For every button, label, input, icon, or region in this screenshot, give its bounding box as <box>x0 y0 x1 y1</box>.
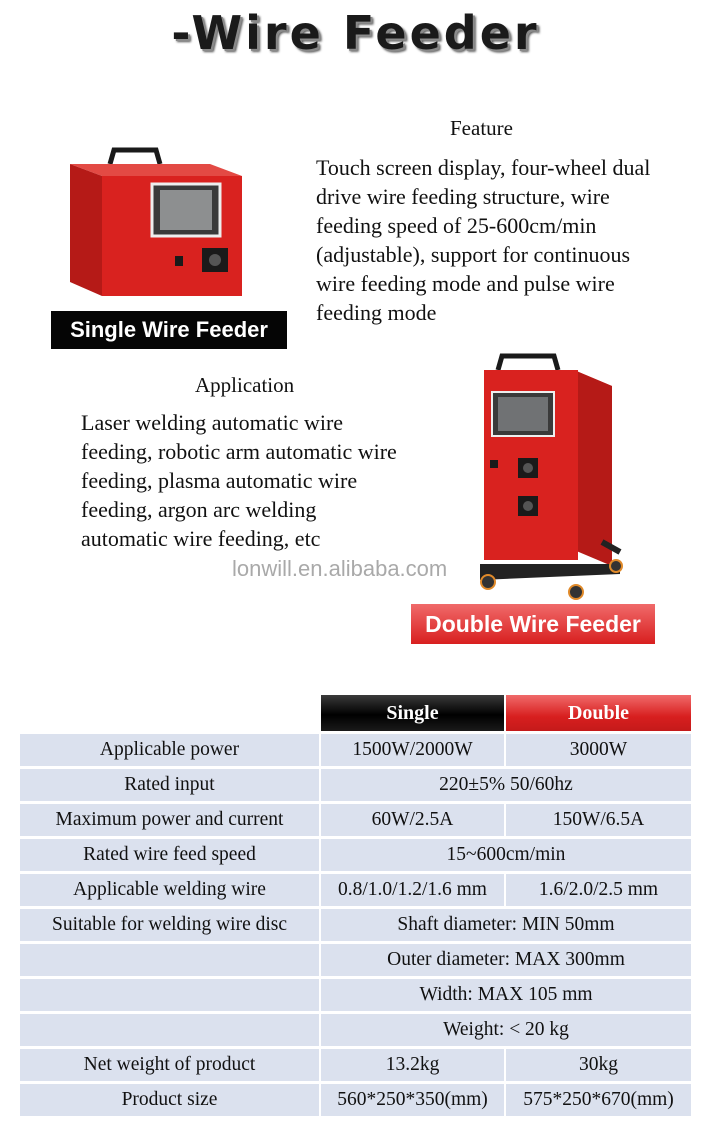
row-label: Applicable power <box>20 734 321 766</box>
single-value: 13.2kg <box>321 1049 506 1081</box>
row-label: Product size <box>20 1084 321 1116</box>
shared-value: 220±5% 50/60hz <box>321 769 691 801</box>
row-label: Net weight of product <box>20 1049 321 1081</box>
double-value: 575*250*670(mm) <box>506 1084 691 1116</box>
row-label: Rated input <box>20 769 321 801</box>
double-value: 3000W <box>506 734 691 766</box>
table-row <box>20 734 691 766</box>
table-row <box>20 839 691 871</box>
application-heading: Application <box>195 373 295 397</box>
single-wire-feeder-image <box>60 146 260 306</box>
watermark: lonwill.en.alibaba.com <box>232 556 448 581</box>
header-double: Double <box>506 695 691 731</box>
double-value: 150W/6.5A <box>506 804 691 836</box>
feature-text: Touch screen display, four-wheel dual drive wire feeding structure, wire feeding speed of 25-600cm/min (adjustable), support for continuous wire feeding mode and pulse wire feeding mode <box>316 155 651 325</box>
row-label <box>20 944 321 976</box>
row-label <box>20 1014 321 1046</box>
table-row <box>20 874 691 906</box>
table-row <box>20 909 691 941</box>
table-row <box>20 1084 691 1116</box>
shared-value: Width: MAX 105 mm <box>321 979 691 1011</box>
row-label: Rated wire feed speed <box>20 839 321 871</box>
shared-value: 15~600cm/min <box>321 839 691 871</box>
row-label: Maximum power and current <box>20 804 321 836</box>
table-row <box>20 979 691 1011</box>
single-value: 60W/2.5A <box>321 804 506 836</box>
spec-table <box>20 692 691 1119</box>
header-blank <box>20 695 321 731</box>
double-wire-feeder-image <box>470 352 630 602</box>
header-single: Single <box>321 695 506 731</box>
table-header-row <box>20 695 691 731</box>
single-value: 0.8/1.0/1.2/1.6 mm <box>321 874 506 906</box>
shared-value: Outer diameter: MAX 300mm <box>321 944 691 976</box>
single-wire-feeder-label: Single Wire Feeder <box>51 311 287 349</box>
page-title: -Wire Feeder <box>171 6 540 60</box>
table-row <box>20 804 691 836</box>
row-label: Suitable for welding wire disc <box>20 909 321 941</box>
table-row <box>20 769 691 801</box>
shared-value: Weight: < 20 kg <box>321 1014 691 1046</box>
double-wire-feeder-label: Double Wire Feeder <box>411 604 655 644</box>
shared-value: Shaft diameter: MIN 50mm <box>321 909 691 941</box>
table-row <box>20 944 691 976</box>
table-row <box>20 1014 691 1046</box>
application-text: Laser welding automatic wire feeding, robotic arm automatic wire feeding, plasma automatic wire feeding, argon arc welding automatic wire feeding, etc <box>81 410 397 551</box>
single-value: 560*250*350(mm) <box>321 1084 506 1116</box>
double-value: 1.6/2.0/2.5 mm <box>506 874 691 906</box>
table-row <box>20 1049 691 1081</box>
feature-heading: Feature <box>450 116 513 140</box>
double-value: 30kg <box>506 1049 691 1081</box>
row-label: Applicable welding wire <box>20 874 321 906</box>
row-label <box>20 979 321 1011</box>
single-value: 1500W/2000W <box>321 734 506 766</box>
